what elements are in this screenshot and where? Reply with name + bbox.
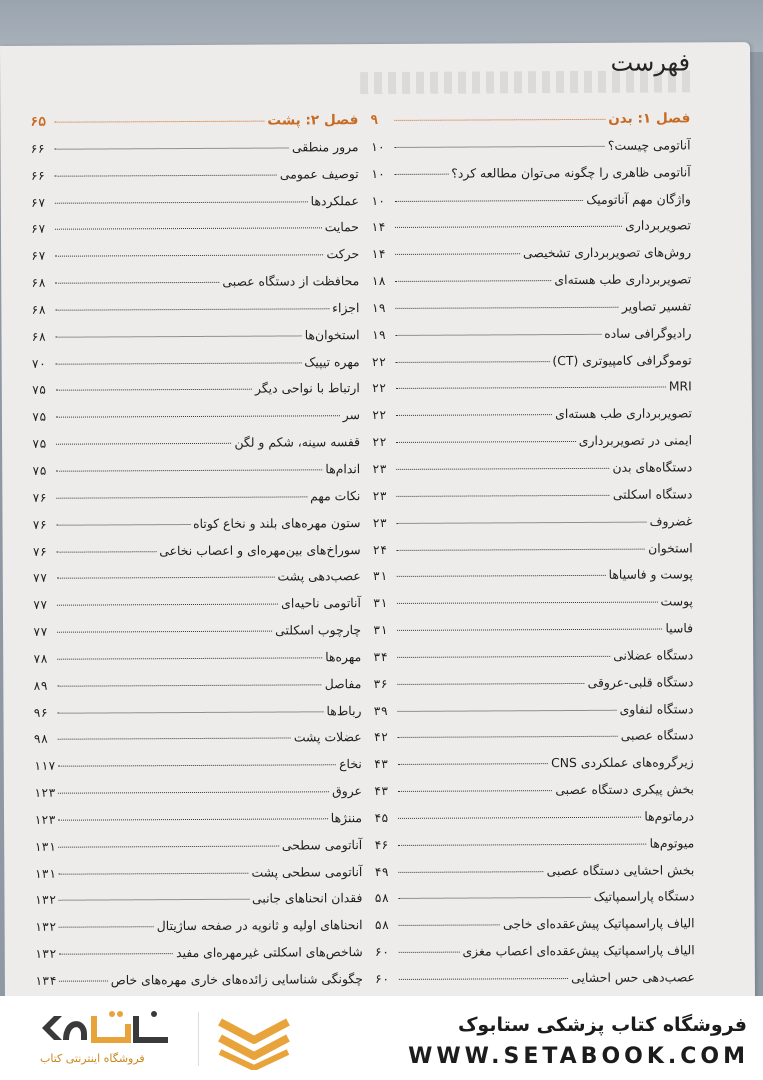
- toc-entry-title: عصب‌دهی حس احشایی: [571, 969, 695, 986]
- dot-leader: [57, 684, 321, 686]
- dot-leader: [395, 199, 583, 201]
- toc-entry-title: حرکت: [326, 246, 360, 262]
- toc-entry-title: اجزاء: [332, 300, 360, 316]
- dot-leader: [396, 414, 552, 416]
- toc-entry: [371, 298, 691, 327]
- dot-leader: [395, 146, 605, 148]
- dot-leader: [58, 818, 328, 820]
- toc-entry: [31, 327, 359, 356]
- setabook-wordmark-logo: [36, 1006, 176, 1050]
- toc-entry-title: فصل ۱: بدن: [608, 110, 691, 127]
- book-page: [0, 42, 755, 1006]
- chapter-heading: [370, 110, 690, 139]
- toc-entry-title: دستگاه قلبی-عروقی: [587, 674, 694, 690]
- toc-entry: [31, 273, 359, 302]
- toc-entry-title: رباط‌ها: [326, 702, 362, 718]
- toc-entry: [371, 325, 691, 354]
- toc-entry-title: فقدان انحناهای جانبی: [251, 890, 363, 907]
- toc-entry-title: دستگاه‌های بدن: [612, 459, 693, 475]
- toc-entry: [371, 218, 691, 247]
- toc-page-number: ۱۹: [371, 327, 387, 342]
- toc-page-number: ۴۵: [374, 810, 389, 825]
- toc-page-number: ۴۹: [374, 864, 389, 879]
- toc-entry-title: رادیوگرافی ساده: [604, 325, 692, 341]
- toc-entry: [34, 783, 362, 812]
- toc-entry-title: الیاف پاراسمپاتیک پیش‌عقده‌ای خاجی: [502, 915, 695, 932]
- dot-leader: [55, 147, 289, 149]
- dot-leader: [55, 255, 323, 257]
- dot-leader: [397, 521, 647, 523]
- dot-leader: [55, 228, 322, 230]
- dot-leader: [58, 872, 248, 874]
- toc-entry: [374, 728, 694, 757]
- toc-page-number: ۷۶: [32, 490, 47, 505]
- toc-entry-title: دستگاه عصبی: [620, 727, 694, 744]
- toc-page-number: ۶۷: [30, 195, 46, 210]
- dot-leader: [59, 980, 108, 981]
- dot-leader: [397, 683, 584, 685]
- toc-page-number: ۱۳۲: [34, 920, 57, 935]
- toc-entry-title: روش‌های تصویربرداری تشخیصی: [522, 244, 692, 261]
- toc-entry-title: زیرگروه‌های عملکردی CNS: [551, 754, 694, 771]
- toc-entry-title: آناتومی چیست؟: [607, 137, 691, 153]
- toc-page-number: ۶۵: [30, 114, 47, 130]
- dot-leader: [398, 817, 641, 819]
- toc-entry: [373, 647, 693, 676]
- toc-page-number: ۶۸: [31, 329, 47, 344]
- toc-entry: [374, 889, 694, 918]
- toc-page-number: ۱۳۴: [34, 973, 57, 988]
- toc-entry-title: شاخص‌های اسکلتی غیرمهره‌ای مفید: [176, 944, 363, 961]
- toc-entry-title: مرور منطقی: [291, 138, 359, 155]
- toc-page-number: ۶۷: [31, 248, 46, 264]
- dot-leader: [56, 469, 322, 471]
- toc-entry: [372, 352, 692, 381]
- toc-entry: [374, 835, 694, 864]
- toc-page-number: ۹۸: [33, 732, 49, 747]
- dot-leader: [57, 551, 157, 553]
- dot-leader: [395, 280, 551, 282]
- toc-page-number: ۹۶: [33, 705, 48, 720]
- toc-entry: [34, 756, 362, 785]
- toc-entry-title: اندام‌ها: [325, 461, 361, 477]
- toc-page-number: ۲۲: [372, 435, 387, 450]
- toc-page-number: ۶۶: [30, 168, 46, 183]
- dot-leader: [395, 173, 449, 174]
- toc-entry-title: نکات مهم: [310, 487, 361, 504]
- dot-leader: [399, 978, 568, 980]
- dot-leader: [57, 631, 272, 633]
- toc-page-number: ۳۶: [373, 676, 388, 691]
- toc-page-number: ۷۰: [31, 356, 47, 371]
- toc-entry-title: دستگاه پاراسمپاتیک: [593, 888, 695, 905]
- toc-entry: [35, 917, 363, 946]
- dot-leader: [59, 953, 173, 955]
- toc-entry: [33, 542, 361, 571]
- dot-leader: [396, 441, 576, 443]
- toc-page-number: ۶۰: [374, 971, 390, 987]
- toc-entry-title: پوست و فاسیاها: [608, 566, 693, 583]
- toc-entry: [375, 969, 695, 998]
- toc-column-left: [30, 112, 363, 1000]
- toc-entry: [372, 379, 692, 408]
- dot-leader: [397, 602, 658, 604]
- toc-page-number: ۱۴: [371, 247, 386, 262]
- dot-leader: [56, 416, 340, 418]
- toc-page-number: ۷۵: [32, 463, 47, 478]
- toc-entry-title: الیاف پاراسمپاتیک پیش‌عقده‌ای اعصاب مغزی: [462, 942, 695, 959]
- toc-entry-title: مفاصل: [324, 675, 362, 692]
- chapter-heading: [30, 112, 358, 141]
- toc-page-number: ۷۷: [32, 571, 48, 586]
- dot-leader: [398, 871, 543, 873]
- dot-leader: [58, 791, 329, 793]
- toc-entry: [35, 944, 363, 973]
- toc-entry-title: مهره‌ها: [325, 648, 362, 665]
- toc-entry: [34, 810, 362, 839]
- toc-page-number: ۷۷: [33, 624, 48, 639]
- dot-leader: [396, 468, 609, 470]
- toc-entry-title: MRI: [668, 378, 692, 394]
- toc-entry: [373, 620, 693, 649]
- toc-entry-title: استخوان‌ها: [304, 326, 360, 343]
- toc-entry: [34, 864, 362, 893]
- toc-entry-title: ایمنی در تصویربرداری: [578, 432, 693, 449]
- toc-page-number: ۵۸: [374, 918, 390, 933]
- toc-entry-title: ستون مهره‌های بلند و نخاع کوتاه: [193, 514, 361, 531]
- toc-page-number: ۶۰: [374, 945, 390, 960]
- dot-leader: [58, 764, 336, 766]
- book-stack-icon: [214, 1010, 294, 1070]
- toc-page-number: ۶۸: [31, 302, 46, 317]
- toc-page-number: ۶۸: [31, 275, 46, 290]
- toc-entry-title: توصیف عمومی: [279, 165, 359, 182]
- toc-entry: [32, 354, 360, 383]
- toc-column-right: [370, 110, 695, 998]
- dot-leader: [398, 897, 590, 899]
- logo-divider: [198, 1012, 199, 1066]
- toc-entry: [34, 891, 362, 920]
- toc-entry-title: آناتومی ناحیه‌ای: [281, 595, 361, 611]
- toc-page-number: ۱۱۷: [33, 758, 56, 774]
- toc-page-number: ۵۸: [374, 891, 389, 906]
- toc-entry-title: آناتومی سطحی پشت: [251, 863, 363, 880]
- toc-entry: [372, 486, 692, 515]
- dot-leader: [397, 656, 610, 658]
- dot-leader: [395, 253, 520, 255]
- toc-entry-title: چارچوب اسکلتی: [275, 622, 362, 638]
- dot-leader: [56, 362, 302, 364]
- dot-leader: [57, 577, 275, 579]
- toc-entry-title: چگونگی شناسایی زائده‌های خاری مهره‌های خاص: [110, 971, 363, 988]
- toc-entry: [32, 515, 360, 544]
- toc-entry: [34, 730, 362, 759]
- toc-entry-title: مهره تیپیک: [304, 353, 360, 370]
- dot-leader: [54, 121, 264, 123]
- toc-page-number: ۶۶: [30, 141, 46, 156]
- toc-entry-title: درماتوم‌ها: [644, 808, 695, 824]
- dot-leader: [56, 389, 252, 391]
- toc-entry-title: عضلات پشت: [293, 729, 362, 745]
- toc-entry-title: محافظت از دستگاه عصبی: [222, 273, 360, 289]
- toc-entry: [31, 246, 359, 275]
- toc-entry-title: میوتوم‌ها: [649, 835, 695, 851]
- toc-entry: [33, 649, 361, 678]
- toc-page-number: ۷۶: [32, 544, 48, 559]
- toc-page-number: ۱۸: [371, 274, 386, 289]
- toc-entry: [33, 703, 361, 732]
- dot-leader: [55, 308, 329, 310]
- dot-leader: [395, 307, 618, 309]
- toc-entry-title: واژگان مهم آناتومیک: [586, 190, 691, 207]
- toc-entry-title: دستگاه لنفاوی: [619, 700, 694, 717]
- toc-entry: [372, 433, 692, 462]
- toc-page-number: ۱۹: [371, 300, 386, 315]
- toc-page-number: ۲۳: [372, 488, 387, 503]
- dot-leader: [396, 387, 666, 389]
- toc-entry: [30, 139, 358, 168]
- toc-page-number: ۱۰: [370, 193, 386, 208]
- dot-leader: [397, 629, 662, 631]
- toc-page-number: ۴۳: [373, 757, 389, 772]
- toc-entry: [32, 407, 360, 436]
- toc-page-number: ۱۳۲: [34, 946, 57, 961]
- toc-entry-title: تصویربرداری طب هسته‌ای: [554, 271, 692, 288]
- toc-entry-title: غضروف: [649, 513, 693, 529]
- toc-page-number: ۲۳: [372, 461, 387, 477]
- toc-page-number: ۱۳۲: [34, 893, 57, 908]
- toc-page-number: ۱۰: [370, 139, 386, 154]
- toc-entry-title: توموگرافی کامپیوتری (CT): [552, 351, 692, 368]
- store-footer-banner: [0, 996, 763, 1080]
- toc-page-number: ۲۲: [371, 354, 387, 369]
- toc-entry: [374, 862, 694, 891]
- toc-entry-title: مننژها: [330, 810, 363, 826]
- toc-entry: [371, 164, 691, 193]
- dot-leader: [59, 927, 154, 928]
- toc-entry: [374, 808, 694, 837]
- toc-page-number: ۱۲۳: [34, 812, 56, 827]
- dot-leader: [57, 711, 323, 713]
- toc-entry: [372, 459, 692, 488]
- toc-entry: [375, 916, 695, 945]
- bleed-through-text: [360, 70, 690, 94]
- toc-entry: [373, 594, 693, 623]
- dot-leader: [58, 845, 279, 847]
- dot-leader: [57, 524, 191, 526]
- toc-entry-title: ارتباط با نواحی دیگر: [254, 380, 360, 397]
- toc-entry-title: پوست: [660, 593, 693, 609]
- dot-leader: [399, 925, 500, 927]
- toc-entry: [32, 461, 360, 490]
- dot-leader: [398, 763, 548, 765]
- toc-page-number: ۴۳: [373, 784, 389, 799]
- toc-entry: [32, 381, 360, 410]
- toc-page-number: ۶۷: [30, 222, 46, 237]
- dot-leader: [396, 334, 602, 336]
- toc-entry-title: حمایت: [324, 219, 359, 235]
- toc-entry: [373, 567, 693, 596]
- dot-leader: [397, 548, 645, 550]
- toc-page-number: ۱۰: [370, 166, 386, 181]
- toc-entry-title: تصویربرداری طب هسته‌ای: [555, 405, 692, 422]
- toc-page-number: ۱۳۱: [34, 866, 57, 881]
- dot-leader: [58, 899, 249, 901]
- toc-page-number: ۱۳۱: [34, 839, 56, 854]
- toc-entry-title: فاسیا: [665, 620, 694, 636]
- toc-page-number: ۳۱: [372, 569, 388, 584]
- toc-entry-title: انحناهای اولیه و ثانویه در صفحه ساژیتال: [156, 917, 363, 934]
- toc-entry: [34, 837, 362, 866]
- toc-page-number: ۸۹: [33, 678, 48, 693]
- toc-entry: [375, 943, 695, 972]
- toc-entry: [33, 568, 361, 597]
- logo-subtitle: فروشگاه اینترنتی کتاب: [40, 1052, 145, 1065]
- toc-page-number: ۱۲۳: [33, 785, 56, 800]
- toc-page-number: ۲۳: [372, 515, 387, 530]
- toc-page-number: ۳۴: [373, 649, 388, 664]
- toc-entry-title: تفسیر تصاویر: [621, 298, 692, 314]
- dot-leader: [398, 790, 552, 792]
- toc-page-number: ۳۹: [373, 703, 388, 718]
- page-title: فهرست: [610, 48, 691, 77]
- store-url[interactable]: WWW.SETABOOK.COM: [408, 1044, 749, 1069]
- toc-page-number: ۷۵: [32, 436, 47, 451]
- dot-leader: [56, 496, 307, 498]
- toc-entry: [373, 540, 693, 569]
- toc-page-number: ۳۱: [373, 623, 388, 638]
- dot-leader: [399, 952, 460, 953]
- dot-leader: [397, 575, 606, 577]
- dot-leader: [57, 604, 278, 606]
- toc-page-number: ۲۲: [371, 408, 387, 423]
- dot-leader: [396, 495, 609, 497]
- toc-page-number: ۱۴: [370, 220, 386, 235]
- toc-entry-title: آناتومی سطحی: [281, 836, 363, 853]
- toc-entry: [371, 271, 691, 300]
- dot-leader: [56, 443, 231, 445]
- toc-entry-title: بخش پیکری دستگاه عصبی: [555, 781, 694, 798]
- toc-page-number: ۴۲: [373, 730, 389, 745]
- dot-leader: [398, 736, 618, 738]
- toc-entry: [31, 300, 359, 329]
- toc-page-number: ۳۱: [372, 596, 388, 611]
- toc-entry: [31, 219, 359, 248]
- toc-entry: [32, 434, 360, 463]
- toc-entry-title: عملکردها: [310, 192, 359, 208]
- toc-page-number: ۲۲: [371, 381, 387, 396]
- toc-page-number: ۷۶: [32, 517, 47, 532]
- toc-page-number: ۷۵: [31, 383, 47, 398]
- toc-entry: [374, 781, 694, 810]
- toc-entry: [33, 622, 361, 651]
- toc-entry-title: آناتومی ظاهری را چگونه می‌توان مطالعه کرد؟: [451, 164, 691, 181]
- dot-leader: [58, 738, 291, 740]
- dot-leader: [55, 282, 219, 284]
- dot-leader: [55, 174, 277, 176]
- toc-page-number: ۷۸: [33, 651, 48, 666]
- dot-leader: [395, 226, 622, 228]
- toc-page-number: ۴۶: [374, 837, 389, 852]
- toc-entry-title: عصب‌دهی پشت: [277, 568, 361, 584]
- toc-entry: [31, 193, 359, 222]
- toc-entry-title: استخوان: [648, 539, 693, 556]
- toc-page-number: ۹: [370, 113, 379, 129]
- toc-entry-title: عروق: [332, 783, 362, 799]
- dot-leader: [398, 843, 646, 845]
- toc-entry: [373, 674, 693, 703]
- toc-entry-title: دستگاه عضلانی: [613, 647, 694, 663]
- toc-entry: [31, 166, 359, 195]
- toc-entry-title: تصویربرداری: [625, 217, 691, 234]
- toc-entry-title: سوراخ‌های بین‌مهره‌ای و اعصاب نخاعی: [159, 541, 361, 558]
- toc-page-number: ۷۵: [31, 410, 47, 425]
- toc-page-number: ۲۴: [372, 542, 388, 557]
- dot-leader: [56, 335, 302, 337]
- dot-leader: [397, 709, 616, 711]
- dot-leader: [396, 361, 550, 363]
- store-name: فروشگاه کتاب پزشکی ستابوک: [457, 1014, 747, 1036]
- toc-entry: [371, 245, 691, 274]
- dot-leader: [57, 657, 322, 659]
- toc-entry: [32, 488, 360, 517]
- toc-entry: [33, 595, 361, 624]
- toc-entry: [374, 755, 694, 784]
- toc-entry-title: نخاع: [339, 756, 362, 772]
- dot-leader: [55, 201, 308, 203]
- toc-entry: [371, 191, 691, 220]
- dot-leader: [394, 119, 605, 121]
- toc-entry-title: سر: [342, 407, 360, 423]
- toc-entry-title: بخش احشایی دستگاه عصبی: [546, 862, 695, 878]
- toc-entry: [370, 137, 690, 166]
- toc-entry-title: قفسه سینه، شکم و لگن: [234, 434, 361, 450]
- toc-entry: [372, 406, 692, 435]
- toc-entry: [372, 513, 692, 542]
- toc-entry-title: فصل ۲: پشت: [267, 112, 359, 129]
- toc-entry: [33, 676, 361, 705]
- toc-entry: [373, 701, 693, 730]
- toc-entry-title: دستگاه اسکلتی: [612, 486, 693, 502]
- toc-page-number: ۷۷: [32, 597, 48, 613]
